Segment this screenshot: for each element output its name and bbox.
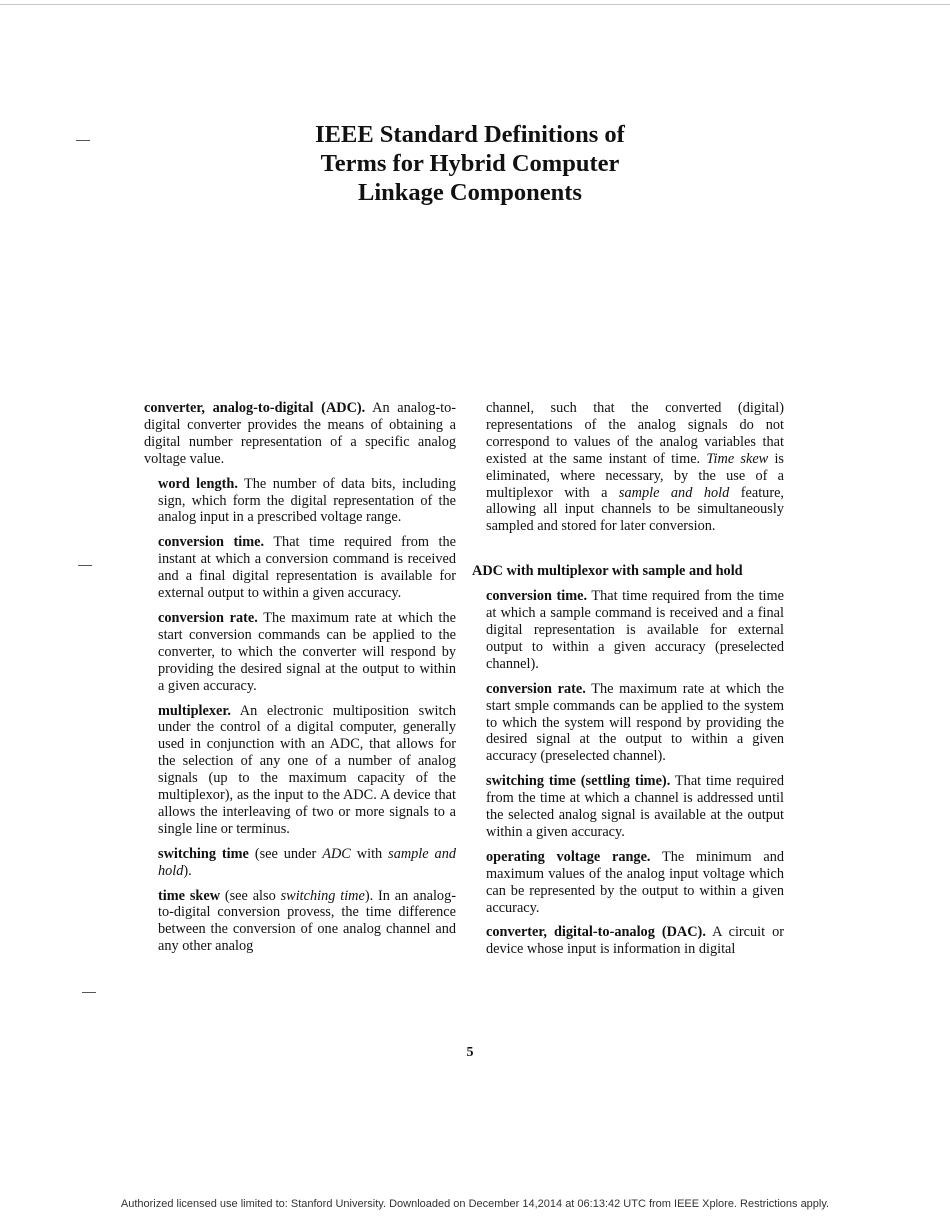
definition-term: operating voltage range. [486,848,651,865]
definition-term: converter, analog-to-digital (ADC). [144,400,366,416]
definition-text: ). [183,862,192,879]
definition-text: The minimum and maximum values of the analog input voltage which can be represented by the output to within a given accuracy. [486,848,785,916]
page-number: 5 [466,1045,474,1060]
document-title [200,120,740,207]
definition-term: conversion time. [158,534,265,551]
definition-conversion-rate [144,610,456,695]
definition-text: That time required from the time at which a sample command is received and a final digital representation is available for external output to within a given accuracy (preselected channel). [486,588,784,672]
definition-text: feature, allowing all input channels to be simultaneously sampled and stored for later conversion. [486,484,785,535]
definition-conversion-time [472,588,784,673]
definition-conversion-rate [472,681,784,766]
title-line: IEEE Standard Definitions of [315,121,625,148]
definition-italic: Time skew [706,450,769,467]
definition-italic: ADC [322,845,351,862]
definition-term: converter, digital-to-analog (DAC). [486,924,706,941]
definition-italic: sample and hold [158,845,456,879]
definition-term: switching time (settling time). [486,773,671,790]
definition-term: time skew [158,887,221,904]
definition-text: That time required from the time at which a channel is addressed until the selected analog signal is available at the output within a given accuracy. [486,773,784,840]
section-heading: ADC with multiplexor with sample and hold [472,563,743,580]
right-column [472,400,784,966]
definition-text: (see under [248,845,323,862]
definition-term: conversion rate. [158,609,258,626]
definition-switching-time [472,773,784,841]
definition-text: (see also [220,887,281,904]
definition-term: conversion rate. [486,680,586,697]
definition-adc [144,400,456,468]
definition-text: channel, such that the converted (digital) representations of the analog signals do not correspond to values of the analog variables that existed at the same instant of time. [486,400,784,467]
definition-text: A circuit or device whose input is information in digital [486,924,785,958]
definition-text: The number of data bits, including sign, which form the digital representation of the analog input in a prescribed voltage range. [158,475,456,526]
definition-text: The maximum rate at which the start smple commands can be applied to the system to which the system will respond by providing the desired signal at the output to within a given accuracy (preselected channel). [486,680,785,765]
definition-multiplexer [144,703,456,838]
definition-term: multiplexer. [158,702,231,719]
definition-text: is eliminated, where necessary, by the use of a multiplexor with a [486,450,784,501]
definition-switching-time [144,846,456,880]
left-column [144,400,456,963]
title-line: Terms for Hybrid Computer [320,150,620,177]
definition-dac [472,924,784,958]
top-border-line [0,4,950,5]
definition-text: ). In an analog-to-digital conversion provess, the time difference between the conversion of one analog channel and any other analog [158,887,456,955]
definition-text: An electronic multiposition switch under the control of a digital computer, generally used in conjunction with an ADC, that allows for the selection of any one of a number of analog signals (up to the maximum capacity of the multiplexor), as the input to the ADC. A device that allows the interleaving of two or more signals to a single line or terminus. [158,702,456,837]
definition-continuation [472,400,784,535]
definition-term: switching time [158,845,249,862]
margin-mark [78,565,92,566]
definition-italic: sample and hold [618,484,730,501]
definition-text: The maximum rate at which the start conversion commands can be applied to the converter, to which the converter will respond by providing the desired signal at the output to within a given accuracy. [158,609,457,694]
license-footer: Authorized licensed use limited to: Stanford University. Downloaded on December 14,2014 at 06:13:42 UTC from IEEE Xplore. Restrictions apply. [120,1198,830,1210]
definition-term: conversion time. [486,588,588,605]
definition-text: An analog-to-digital converter provides the means of obtaining a digital number representation of a specific analog voltage value. [144,400,456,467]
definition-italic: switching time [280,887,365,904]
margin-mark [82,992,96,993]
title-line: Linkage Components [358,179,582,206]
definition-word-length [144,476,456,527]
definition-conversion-time [144,534,456,602]
definition-time-skew [144,888,456,956]
margin-mark [76,140,90,141]
definition-text: with [350,845,389,862]
definition-operating-voltage-range [472,849,784,917]
definition-text: That time required from the instant at which a conversion command is received and a final digital representation is available for external output to within a given accuracy. [158,534,456,602]
definition-term: word length. [158,475,238,492]
